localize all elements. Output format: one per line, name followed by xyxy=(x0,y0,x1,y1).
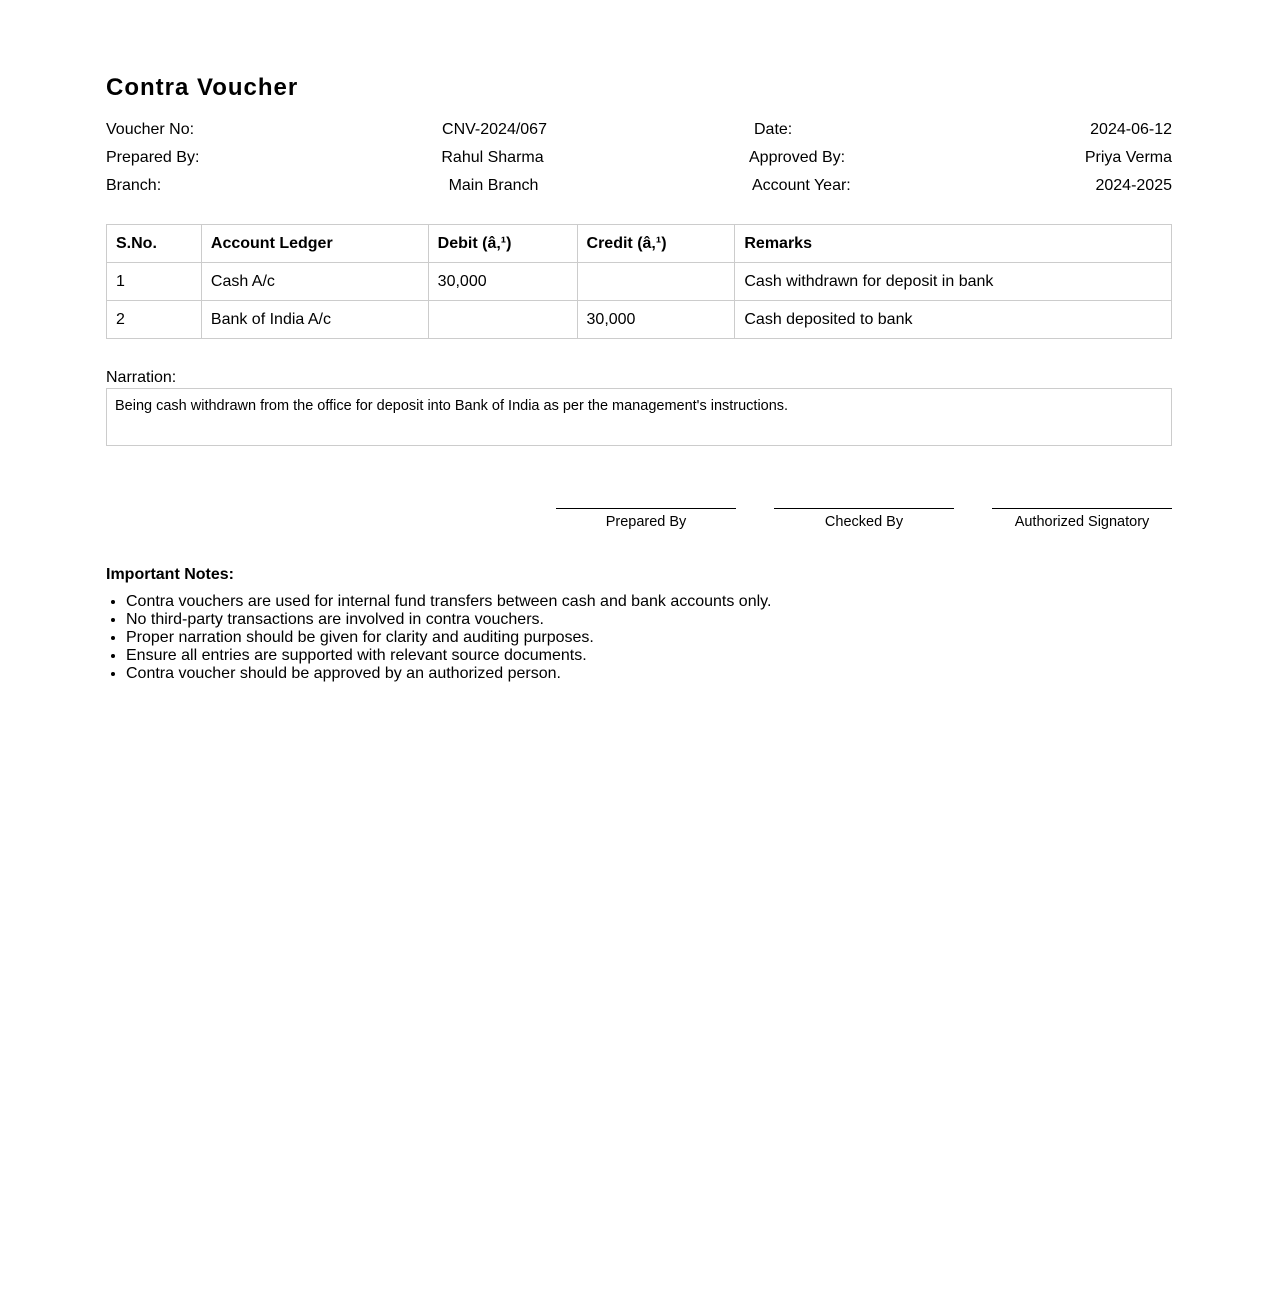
voucher-meta xyxy=(106,120,1172,204)
narration-label: Narration: xyxy=(106,369,177,386)
narration-box: Being cash withdrawn from the office for deposit into Bank of India as per the management's instructions. xyxy=(106,388,1172,446)
cell-sno: 1 xyxy=(107,263,202,301)
col-sno-header: S.No. xyxy=(107,225,202,263)
meta-row-branch xyxy=(106,176,1172,204)
cell-credit xyxy=(577,263,735,301)
col-debit-header: Debit (â‚¹) xyxy=(428,225,577,263)
cell-debit xyxy=(428,301,577,339)
list-item: • Ensure all entries are supported with relevant source documents. xyxy=(126,647,771,665)
table-header-row xyxy=(107,225,1172,263)
list-item: • No third-party transactions are involved in contra vouchers. xyxy=(126,611,771,629)
meta-row-people xyxy=(106,148,1172,176)
approved-by-value: Priya Verma xyxy=(1084,149,1172,166)
table-row xyxy=(107,301,1172,339)
list-item: • Proper narration should be given for clarity and auditing purposes. xyxy=(126,629,771,647)
cell-remarks: Cash deposited to bank xyxy=(735,301,1172,339)
date-label: Date: xyxy=(754,121,793,138)
cell-debit: 30,000 xyxy=(428,263,577,301)
signature-checked-by: Checked By xyxy=(774,508,954,530)
date-value: 2024-06-12 xyxy=(1090,121,1172,138)
table-row xyxy=(107,263,1172,301)
voucher-no-value: CNV-2024/067 xyxy=(442,121,547,138)
signature-prepared-by: Prepared By xyxy=(556,508,736,530)
meta-row-voucher xyxy=(106,120,1172,148)
notes-title: Important Notes: xyxy=(106,566,234,583)
col-remarks-header: Remarks xyxy=(735,225,1172,263)
list-item: • Contra vouchers are used for internal fund transfers between cash and bank accounts only. xyxy=(126,593,771,611)
cell-sno: 2 xyxy=(107,301,202,339)
account-year-label: Account Year: xyxy=(752,177,851,194)
approved-by-label: Approved By: xyxy=(749,149,846,166)
cell-ledger: Cash A/c xyxy=(201,263,428,301)
col-ledger-header: Account Ledger xyxy=(201,225,428,263)
prepared-by-value: Rahul Sharma xyxy=(441,149,544,166)
col-credit-header: Credit (â‚¹) xyxy=(577,225,735,263)
cell-ledger: Bank of India A/c xyxy=(201,301,428,339)
branch-value: Main Branch xyxy=(448,177,539,194)
voucher-no-label: Voucher No: xyxy=(106,121,195,138)
cell-credit: 30,000 xyxy=(577,301,735,339)
notes-list xyxy=(106,593,771,683)
ledger-table xyxy=(106,224,1172,339)
signature-authorized: Authorized Signatory xyxy=(992,508,1172,530)
list-item: • Contra voucher should be approved by an authorized person. xyxy=(126,665,771,683)
account-year-value: 2024-2025 xyxy=(1095,177,1172,194)
prepared-by-label: Prepared By: xyxy=(106,149,200,166)
page-title: Contra Voucher xyxy=(106,74,299,101)
cell-remarks: Cash withdrawn for deposit in bank xyxy=(735,263,1172,301)
branch-label: Branch: xyxy=(106,177,162,194)
